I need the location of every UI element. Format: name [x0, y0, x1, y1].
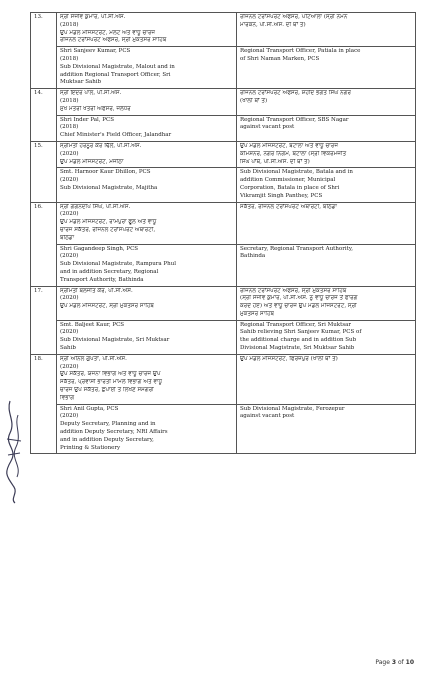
officer-details-english-line: (2018) — [60, 55, 79, 62]
officer-details-english-line: Deputy Secretary, Planning and in — [60, 421, 156, 428]
order-row-punjabi — [31, 89, 416, 115]
page-number-of: of — [396, 659, 406, 666]
new-posting-english — [237, 404, 416, 454]
page-number-prefix: Page — [375, 659, 392, 666]
serial-number: 18. — [31, 354, 57, 454]
officer-details-english — [57, 168, 237, 202]
officer-details-punjabi-line: ਮੁੱਖ ਮੰਤਰੀ ਖੇਤਰੀ ਅਫਸਰ, ਜਲੰਧਰ — [60, 105, 131, 112]
new-posting-punjabi-line: ਉਪ ਮੰਡਲ ਮੈਜਿਸਟਰੇਟ, ਬਟਾਲਾ ਅਤੇ ਵਾਧੂ ਚਾਰਜ — [240, 142, 339, 149]
officer-details-punjabi-line: (2018) — [60, 97, 79, 104]
officer-details-punjabi-line: ਉਪ ਮੰਡਲ ਮੈਜਿਸਟਰੇਟ, ਮਜੀਠਾ — [60, 158, 124, 165]
new-posting-english-line: against vacant post — [240, 124, 295, 131]
new-posting-english — [237, 47, 416, 89]
new-posting-english-line: Corporation, Batala in place of Shri — [240, 184, 340, 191]
new-posting-punjabi — [237, 89, 416, 115]
officer-details-punjabi-line: ਸ੍ਰੀ ਗਗਨਦੀਪ ਸਿੰਘ, ਪੀ.ਸੀ.ਐਸ. — [60, 203, 131, 210]
new-posting-punjabi-line: ਸਕੱਤਰ, ਰੀਜਨਲ ਟਰਾਂਸਪੋਰਟ ਅਥਾਰਟੀ, ਬਠਿੰਡਾ — [240, 203, 337, 210]
officer-details-english-line: Smt. Baljeet Kaur, PCS — [60, 321, 125, 328]
officer-details-english-line: Shri Gagandeep Singh, PCS — [60, 245, 139, 252]
new-posting-punjabi — [237, 354, 416, 404]
new-posting-punjabi-line: ਕਰਦੇ ਹੋਏ) ਅਤੇ ਵਾਧੂ ਚਾਰਜ ਉਪ ਮੰਡਲ ਮੈਜਿਸਟਰੇਟ, ਸ੍ਰੀ — [240, 303, 357, 310]
officer-details-english-line: addition Deputy Secretary, NRI Affairs — [60, 429, 168, 436]
officer-details-punjabi — [57, 354, 237, 404]
officer-details-punjabi-line: ਸ੍ਰੀ ਇੰਦਰ ਪਾਲ, ਪੀ.ਸੀ.ਐਸ. — [60, 90, 122, 97]
page-number-total: 10 — [405, 659, 414, 666]
page-number — [375, 659, 414, 666]
new-posting-english-line: addition Commissioner, Municipal — [240, 177, 336, 184]
officer-details-english-line: (2018) — [60, 124, 79, 131]
new-posting-english-line: Divisional Magistrate, Sri Muktsar Sahib — [240, 345, 355, 352]
officer-details-english-line: Shri Inder Pal, PCS — [60, 116, 114, 123]
officer-details-english — [57, 47, 237, 89]
new-posting-english-line: Regional Transport Officer, Patiala in place — [240, 48, 361, 55]
page-number-current: 3 — [391, 659, 397, 666]
officer-details-punjabi-line: ਚਾਰਜ ਸਕੱਤਰ, ਰੀਜਨਲ ਟਰਾਂਸਪੋਰਟ ਅਥਾਰਟੀ, — [60, 226, 156, 233]
officer-details-english — [57, 320, 237, 354]
serial-number: 17. — [31, 286, 57, 354]
new-posting-punjabi-line: ਸਿੰਘ ਪਾਂਥੇ, ਪੀ.ਸੀ.ਐਸ. ਦੀ ਥਾਂ ਤੇ) — [240, 158, 310, 165]
officer-details-english-line: Sub Divisional Magistrate, Rampura Phul — [60, 261, 176, 268]
officer-details-english-line: Sub Divisional Magistrate, Malout and in — [60, 63, 175, 70]
order-row-punjabi — [31, 202, 416, 244]
new-posting-punjabi-line: ਮਾਰਕਨ, ਪੀ.ਸੀ.ਐਸ. ਦੀ ਥਾਂ ਤੇ) — [240, 21, 306, 28]
officer-details-punjabi-line: ਸ੍ਰੀਮਤੀ ਹਰਨੂਰ ਕੌਰ ਢਿੱਲੋਂ, ਪੀ.ਸੀ.ਐਸ. — [60, 142, 142, 149]
order-row-punjabi — [31, 13, 416, 47]
serial-number: 16. — [31, 202, 57, 286]
officer-details-punjabi — [57, 141, 237, 167]
officer-details-punjabi-line: ਉਪ ਸਕੱਤਰ, ਯੋਜਨਾ ਵਿਭਾਗ ਅਤੇ ਵਾਧੂ ਚਾਰਜ ਉਪ — [60, 371, 161, 378]
officer-details-english-line: Smt. Harnoor Kaur Dhillon, PCS — [60, 169, 151, 176]
officer-details-punjabi-line: ਸ੍ਰੀ ਸੰਜੀਵ ਕੁਮਾਰ, ਪੀ.ਸੀ.ਐਸ. — [60, 14, 126, 20]
new-posting-punjabi-line: (ਖਾਲੀ ਥਾਂ ਤੇ) — [240, 97, 268, 104]
new-posting-punjabi-line: ਰੀਜਨਲ ਟਰਾਂਸਪੋਰਟ ਅਫਸਰ, ਸ੍ਰੀ ਮੁਕਤਸਰ ਸਾਹਿਬ — [240, 287, 347, 294]
officer-details-punjabi-line: ਵਿਭਾਗ — [60, 394, 75, 401]
serial-number: 13. — [31, 13, 57, 89]
officer-details-punjabi-line: (2020) — [60, 363, 79, 370]
serial-number: 14. — [31, 89, 57, 142]
officer-details-english-line: Printing & Stationery — [60, 444, 121, 451]
order-row-english — [31, 244, 416, 286]
officer-details-english-line: (2020) — [60, 329, 79, 336]
officer-details-english-line: Chief Minister's Field Officer, Jalandhar — [60, 132, 172, 139]
officer-details-punjabi-line: (2020) — [60, 295, 79, 302]
officer-details-english-line: Shri Sanjeev Kumar, PCS — [60, 48, 131, 55]
new-posting-punjabi-line: ਰੀਜਨਲ ਟਰਾਂਸਪੋਰਟ ਅਫਸਰ, ਪਟਿਆਲਾ (ਸ੍ਰੀ ਨਮਨ — [240, 14, 348, 20]
officer-details-punjabi-line: ਉਪ ਮੰਡਲ ਮੈਜਿਸਟਰੇਟ, ਸ੍ਰੀ ਮੁਕਤਸਰ ਸਾਹਿਬ — [60, 303, 154, 310]
new-posting-english — [237, 168, 416, 202]
new-posting-english — [237, 320, 416, 354]
new-posting-english-line: Bathinda — [240, 253, 266, 260]
order-row-punjabi — [31, 354, 416, 404]
new-posting-punjabi-line: (ਸ੍ਰੀ ਸੰਜੀਵ ਕੁਮਾਰ, ਪੀ.ਸੀ.ਐਸ. ਨੂੰ ਵਾਧੂ ਚਾਰਜ ਤੋਂ ਫਾਰਗ — [240, 295, 358, 302]
officer-details-english-line: and in addition Deputy Secretary, — [60, 436, 154, 443]
order-row-english — [31, 115, 416, 141]
new-posting-english-line: of Shri Naman Marken, PCS — [240, 55, 320, 62]
new-posting-punjabi-line: ਰੀਜਨਲ ਟਰਾਂਸਪੋਰਟ ਅਫਸਰ, ਸ਼ਹੀਦ ਭਗਤ ਸਿੰਘ ਨਗਰ — [240, 90, 351, 97]
officer-details-english-line: and in addition Secretary, Regional — [60, 268, 159, 275]
officer-details-punjabi-line: ਸ੍ਰੀ ਅਨਿਲ ਗੁਪਤਾ, ਪੀ.ਸੀ.ਐਸ. — [60, 355, 127, 362]
officer-details-punjabi-line: ਉਪ ਮੰਡਲ ਮੈਜਿਸਟਰੇਟ, ਰਾਮਪੁਰਾ ਫੂਲ ਅਤੇ ਵਾਧੂ — [60, 219, 157, 226]
officer-details-english-line: Transport Authority, Bathinda — [60, 276, 144, 283]
officer-details-english-line: addition Regional Transport Officer, Sri — [60, 71, 171, 78]
new-posting-english-line: Sahib relieving Shri Sanjeev Kumar, PCS of — [240, 329, 362, 336]
transfer-orders-table — [30, 12, 416, 454]
order-row-english — [31, 320, 416, 354]
officer-details-punjabi-line: ਰੀਜਨਲ ਟਰਾਂਸਪੋਰਟ ਅਫਸਰ, ਸ੍ਰੀ ਮੁਕਤਸਰ ਸਾਹਿਬ — [60, 37, 167, 44]
new-posting-english-line: the additional charge and in addition Sub — [240, 337, 357, 344]
officer-details-english-line: (2020) — [60, 253, 79, 260]
new-posting-punjabi — [237, 202, 416, 244]
order-row-punjabi — [31, 286, 416, 320]
new-posting-english-line: against vacant post — [240, 413, 295, 420]
officer-details-english-line: Sub Divisional Magistrate, Majitha — [60, 184, 158, 191]
officer-details-english-line: (2020) — [60, 413, 79, 420]
order-row-english — [31, 168, 416, 202]
officer-details-english-line: Muktsar Sahib — [60, 79, 102, 86]
officer-details-punjabi-line: ਸਕੱਤਰ, ਪ੍ਰਵਾਸੀ ਭਾਰਤੀ ਮਾਮਲੇ ਵਿਭਾਗ ਅਤੇ ਵਾਧੂ — [60, 379, 163, 386]
new-posting-punjabi — [237, 141, 416, 167]
new-posting-punjabi-line: ਮੁਕਤਸਰ ਸਾਹਿਬ — [240, 310, 274, 317]
officer-details-english-line: Sahib — [60, 345, 76, 352]
new-posting-english-line: Regional Transport Officer, SBS Nagar — [240, 116, 349, 123]
new-posting-english-line: Vikramjit Singh Panthey, PCS — [240, 192, 323, 199]
officer-details-punjabi — [57, 202, 237, 244]
new-posting-punjabi — [237, 13, 416, 47]
officer-details-punjabi-line: (2018) — [60, 21, 79, 28]
order-row-english — [31, 47, 416, 89]
new-posting-english-line: Regional Transport Officer, Sri Muktsar — [240, 321, 352, 328]
officer-details-punjabi-line: (2020) — [60, 211, 79, 218]
officer-details-english — [57, 115, 237, 141]
officer-details-punjabi — [57, 89, 237, 115]
officer-details-punjabi-line: ਚਾਰਜ ਉਪ ਸਕੱਤਰ, ਛਪਾਈ ਤੇ ਲਿਖਣ ਸਮੱਗਰੀ — [60, 387, 154, 394]
order-row-english — [31, 404, 416, 454]
officer-details-punjabi-line: ਸ੍ਰੀਮਤੀ ਬਲਜੀਤ ਕੌਰ, ਪੀ.ਸੀ.ਐਸ. — [60, 287, 133, 294]
officer-details-punjabi — [57, 13, 237, 47]
new-posting-english — [237, 115, 416, 141]
officer-details-english — [57, 244, 237, 286]
new-posting-english-line: Secretary, Regional Transport Authority, — [240, 245, 353, 252]
new-posting-punjabi — [237, 286, 416, 320]
officer-details-english-line: Shri Anil Gupta, PCS — [60, 405, 119, 412]
officer-details-punjabi-line: (2020) — [60, 150, 79, 157]
new-posting-english-line: Sub Divisional Magistrate, Batala and in — [240, 169, 353, 176]
officer-details-punjabi-line: ਬਠਿੰਡਾ — [60, 234, 75, 241]
new-posting-english — [237, 244, 416, 286]
officer-details-english-line: Sub Divisional Magistrate, Sri Muktsar — [60, 337, 170, 344]
order-row-punjabi — [31, 141, 416, 167]
handwritten-initials — [2, 395, 26, 505]
serial-number: 15. — [31, 141, 57, 202]
officer-details-english — [57, 404, 237, 454]
new-posting-punjabi-line: ਕਮਿਸ਼ਨਰ, ਨਗਰ ਨਿਗਮ, ਬਟਾਲਾ (ਸ੍ਰੀ ਵਿਕਰਮਜੀਤ — [240, 150, 347, 157]
officer-details-punjabi — [57, 286, 237, 320]
new-posting-english-line: Sub Divisional Magistrate, Ferozepur — [240, 405, 345, 412]
new-posting-punjabi-line: ਉਪ ਮੰਡਲ ਮੈਜਿਸਟਰੇਟ, ਫਿਰੋਜ਼ਪੁਰ (ਖਾਲੀ ਥਾਂ ਤੇ) — [240, 355, 338, 362]
officer-details-english-line: (2020) — [60, 177, 79, 184]
officer-details-punjabi-line: ਉਪ ਮੰਡਲ ਮੈਜਿਸਟਰੇਟ, ਮਲੋਟ ਅਤੇ ਵਾਧੂ ਚਾਰਜ — [60, 29, 156, 36]
